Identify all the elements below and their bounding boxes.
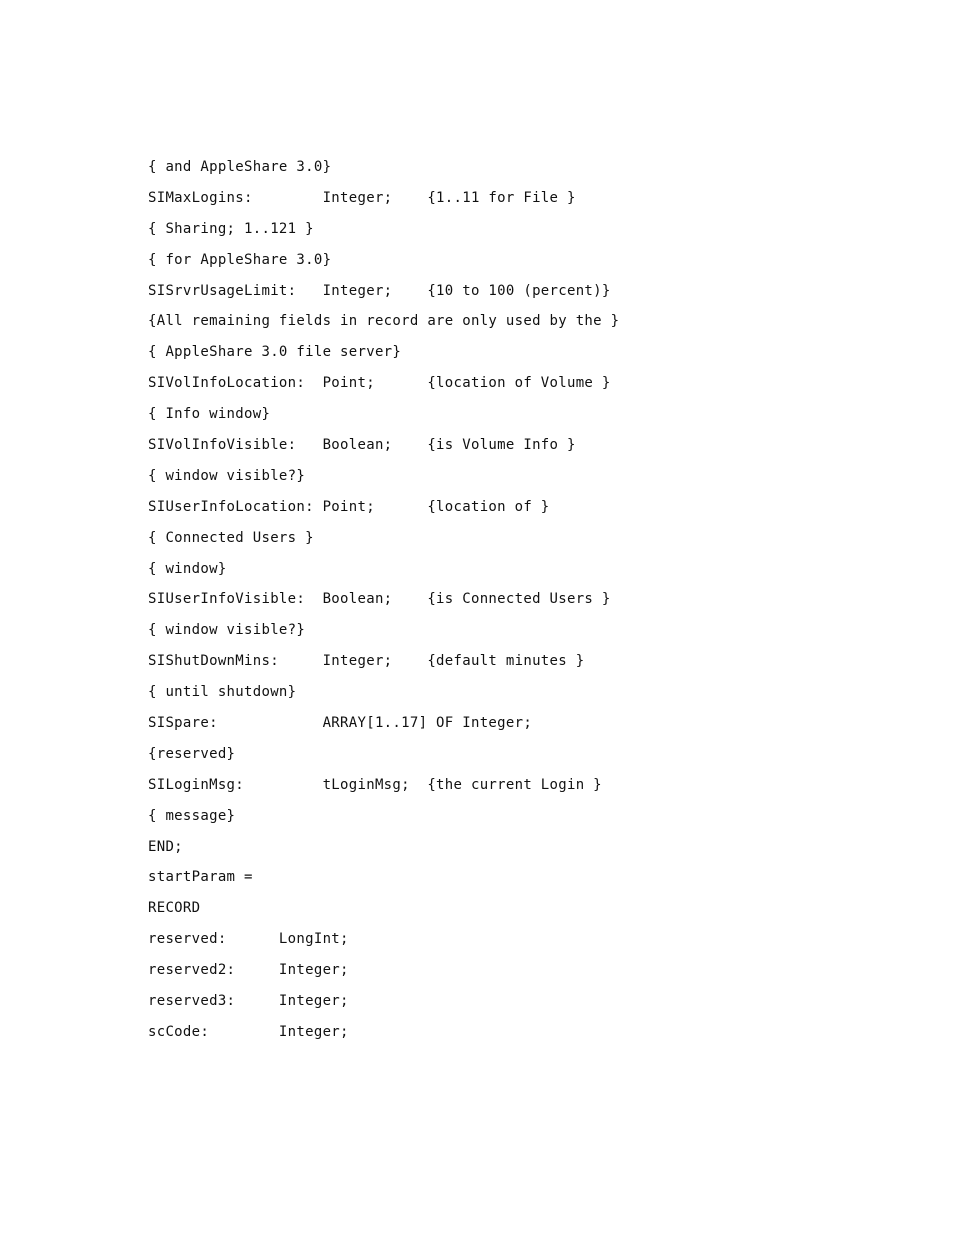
code-line: SIVolInfoVisible: Boolean; {is Volume Info } bbox=[148, 437, 576, 454]
code-line: { Connected Users } bbox=[148, 529, 314, 546]
code-line: reserved2: Integer; bbox=[148, 962, 349, 979]
code-line: { Sharing; 1..121 } bbox=[148, 220, 314, 237]
code-line: SISpare: ARRAY[1..17] OF Integer; bbox=[148, 715, 533, 732]
code-line: SILoginMsg: tLoginMsg; {the current Login } bbox=[148, 776, 602, 793]
code-listing bbox=[148, 157, 619, 1053]
code-line: END; bbox=[148, 838, 183, 855]
code-line: SIMaxLogins: Integer; {1..11 for File } bbox=[148, 189, 576, 206]
code-line: { AppleShare 3.0 file server} bbox=[148, 344, 402, 361]
code-line: SIVolInfoLocation: Point; {location of Volume } bbox=[148, 375, 611, 392]
code-line: { window visible?} bbox=[148, 467, 306, 484]
code-line: reserved: LongInt; bbox=[148, 931, 349, 948]
code-line: { message} bbox=[148, 807, 236, 824]
code-line: { window} bbox=[148, 560, 227, 577]
code-line: { and AppleShare 3.0} bbox=[148, 159, 332, 175]
code-line: { for AppleShare 3.0} bbox=[148, 251, 332, 268]
code-line: scCode: Integer; bbox=[148, 1023, 349, 1040]
code-line: SIUserInfoVisible: Boolean; {is Connected Users } bbox=[148, 591, 611, 608]
code-line: SIUserInfoLocation: Point; {location of } bbox=[148, 498, 550, 515]
code-line: {All remaining fields in record are only used by the } bbox=[148, 313, 620, 330]
code-line: { until shutdown} bbox=[148, 684, 297, 701]
code-line: RECORD bbox=[148, 900, 201, 917]
code-line: startParam = bbox=[148, 869, 253, 886]
code-line: {reserved} bbox=[148, 745, 236, 762]
code-line: SIShutDownMins: Integer; {default minutes } bbox=[148, 653, 585, 670]
code-line: { Info window} bbox=[148, 406, 271, 423]
code-line: reserved3: Integer; bbox=[148, 993, 349, 1010]
code-line: { window visible?} bbox=[148, 622, 306, 639]
code-line: SISrvrUsageLimit: Integer; {10 to 100 (percent)} bbox=[148, 282, 611, 299]
